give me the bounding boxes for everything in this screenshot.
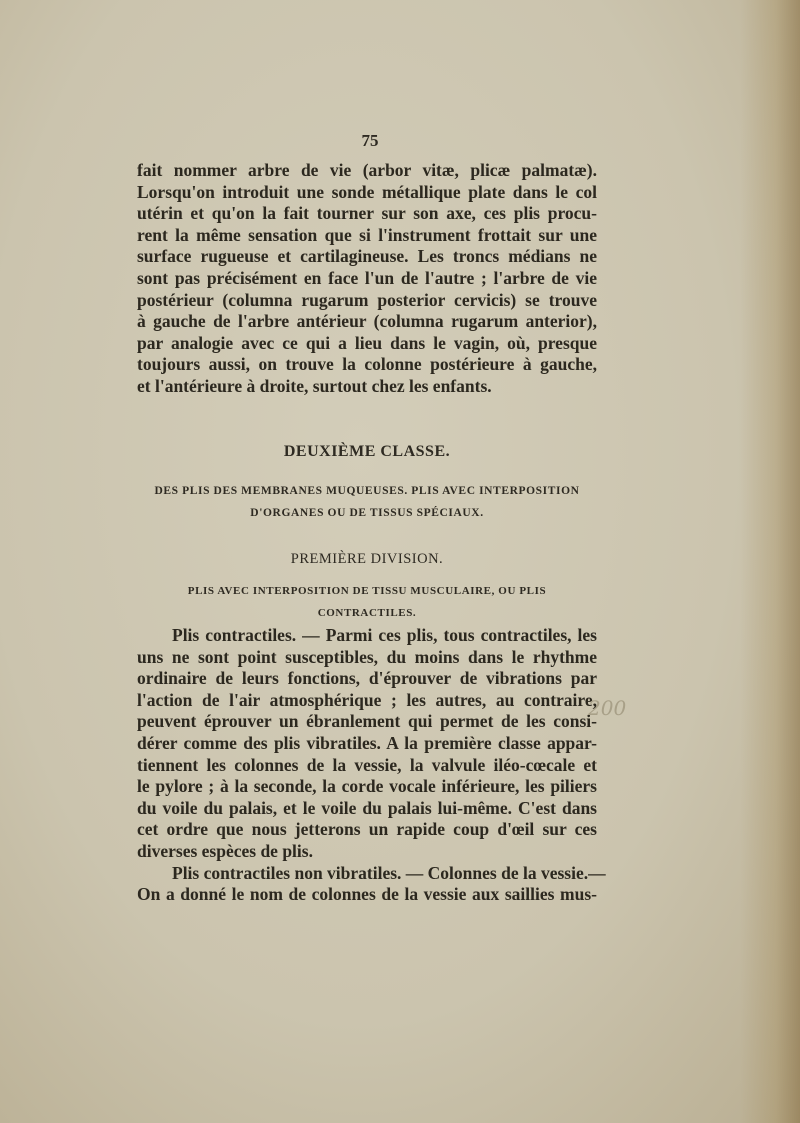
subtitle-line: D'ORGANES OU DE TISSUS SPÉCIAUX. — [250, 507, 484, 519]
heading-class: DEUXIÈME CLASSE. — [283, 443, 451, 460]
text-line: On a donné le nom de colonnes de la vessie aux saillies mus- — [137, 884, 597, 905]
heading-division-subtitle: PLIS AVEC INTERPOSITION DE TISSU MUSCULAIRE, OU PLIS CONTRACTILES. — [187, 585, 547, 619]
text-line: dérer comme des plis vibratiles. A la première classe appar- — [137, 732, 597, 753]
text-line: fait nommer arbre de vie (arbor vitæ, plicæ palmatæ). — [137, 160, 597, 180]
text-line: ordinaire de leurs fonctions, d'éprouver de vibrations par — [137, 668, 597, 689]
paragraph-arbor-vitae — [137, 160, 597, 398]
text-line: rent la même sensation que si l'instrument frottait sur une — [137, 224, 597, 245]
text-line: Lorsqu'on introduit une sonde métallique plate dans le col — [137, 181, 597, 202]
margin-handwritten-note: 200 — [588, 696, 627, 720]
text-line: postérieur (columna rugarum posterior cervicis) se trouve — [137, 289, 597, 310]
text-line: et l'antérieure à droite, surtout chez les enfants. — [137, 375, 492, 396]
text-line: tiennent les colonnes de la vessie, la valvule iléo-cœcale et — [137, 754, 597, 775]
page-number: 75 — [361, 131, 379, 150]
page-edge-shadow — [740, 0, 800, 1123]
text-line: Plis contractiles. — Parmi ces plis, tous contractiles, les — [172, 625, 597, 645]
text-line: du voile du palais, et le voile du palais lui-même. C'est dans — [137, 797, 597, 818]
text-line: à gauche de l'arbre antérieur (columna rugarum anterior), — [137, 311, 597, 332]
text-line: par analogie avec ce qui a lieu dans le vagin, où, presque — [137, 332, 597, 353]
text-line: peuvent éprouver un ébranlement qui permet de les consi- — [137, 711, 597, 732]
text-line: utérin et qu'on la fait tourner sur son axe, ces plis procu- — [137, 203, 597, 224]
subtitle-line: DES PLIS DES MEMBRANES MUQUEUSES. PLIS AVEC INTERPOSITION — [154, 485, 580, 497]
text-line: l'action de l'air atmosphérique ; les autres, au contraire, — [137, 689, 597, 710]
text-line: cet ordre que nous jetterons un rapide coup d'œil sur ces — [137, 819, 597, 840]
text-line: le pylore ; à la seconde, la corde vocale inférieure, les piliers — [137, 776, 597, 797]
text-line: toujours aussi, on trouve la colonne postérieure à gauche, — [137, 354, 597, 375]
text-line: sont pas précisément en face l'un de l'autre ; l'arbre de vie — [137, 267, 597, 288]
text-line: Plis contractiles non vibratiles. — Colonnes de la vessie.— — [172, 862, 606, 883]
paragraph-plis-contractiles — [137, 625, 606, 906]
text-line: uns ne sont point susceptibles, du moins dans le rhythme — [137, 646, 597, 667]
heading-class-subtitle — [137, 480, 597, 524]
heading-division: PREMIÈRE DIVISION. — [290, 551, 444, 567]
text-line: diverses espèces de plis. — [137, 840, 313, 861]
text-line: surface rugueuse et cartilagineuse. Les troncs médians ne — [137, 246, 597, 267]
